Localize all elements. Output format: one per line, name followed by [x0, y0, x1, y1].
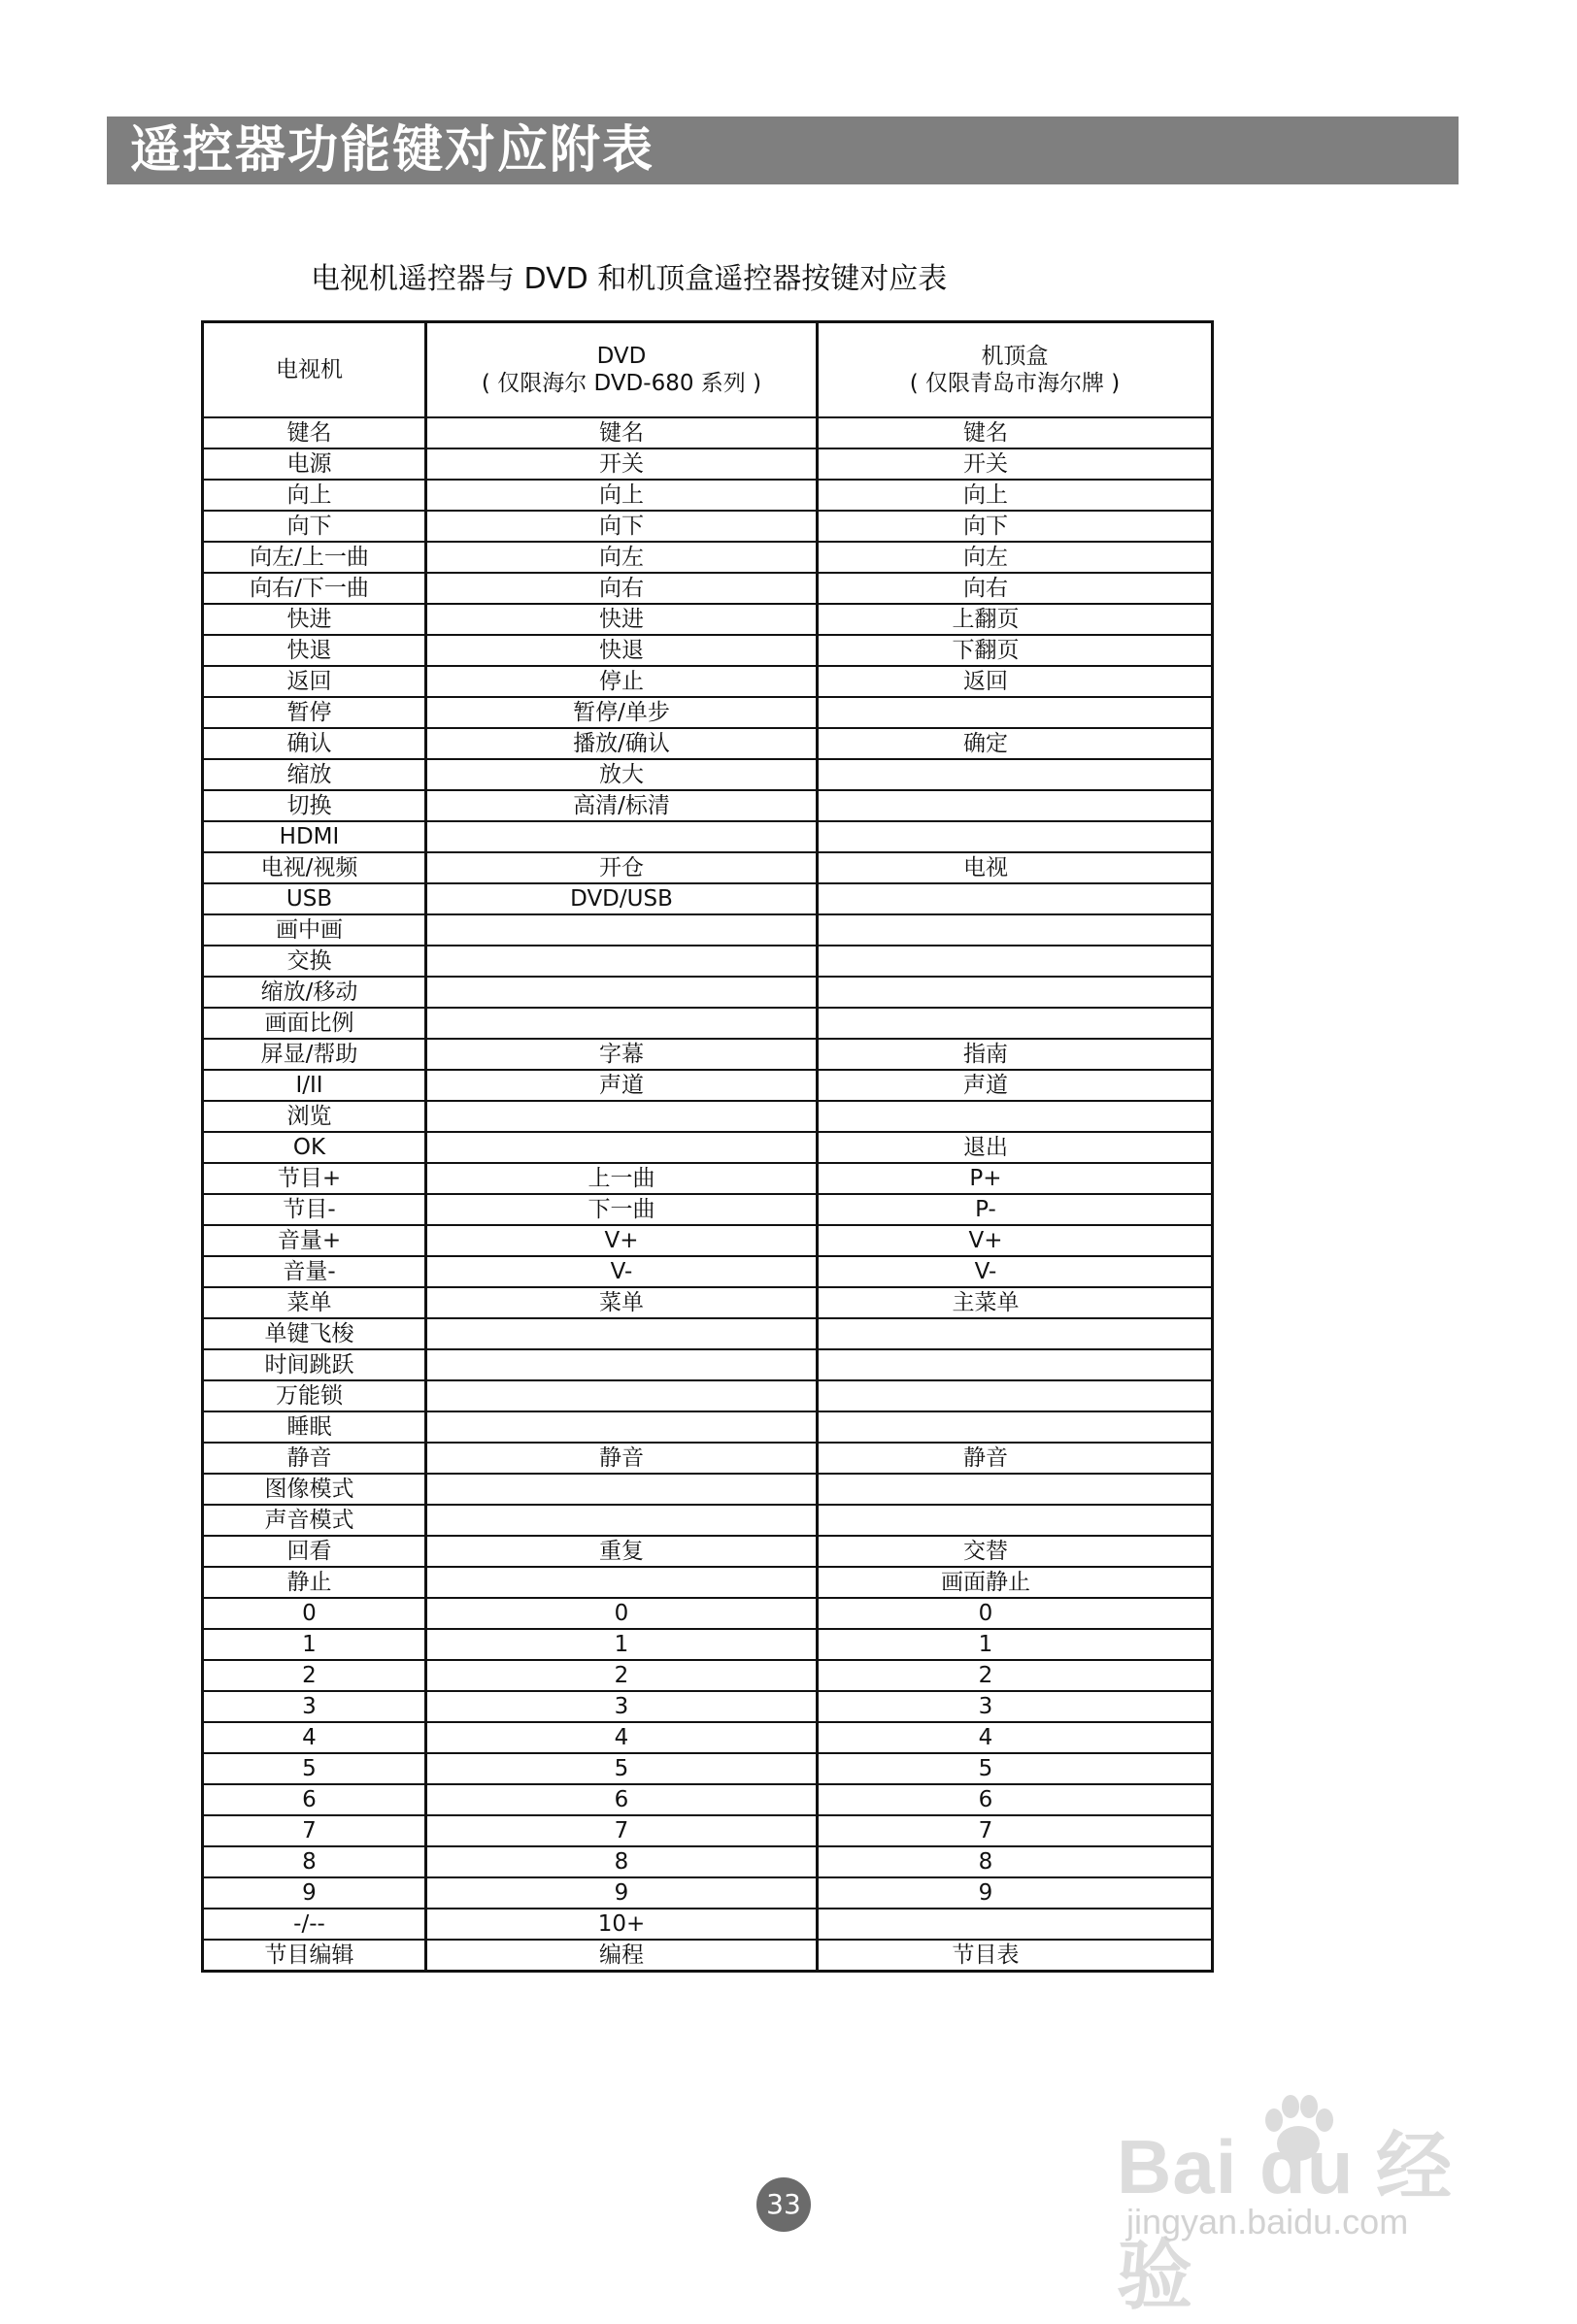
cell-tv-key: 静止 — [203, 1567, 426, 1598]
cell-tv-key: HDMI — [203, 821, 426, 852]
cell-stb-key: P- — [818, 1194, 1213, 1225]
cell-dvd-key: V- — [426, 1256, 818, 1287]
cell-tv-key: 4 — [203, 1722, 426, 1753]
page-number: 33 — [756, 2177, 811, 2232]
cell-tv-key: 电视/视频 — [203, 852, 426, 883]
watermark-url: jingyan.baidu.com — [1126, 2202, 1409, 2241]
cell-tv-key: 快退 — [203, 635, 426, 666]
cell-dvd-key: 开仓 — [426, 852, 818, 883]
cell-stb-key — [818, 977, 1213, 1008]
table-row — [203, 573, 1213, 604]
cell-tv-key: 确认 — [203, 728, 426, 759]
table-row — [203, 1784, 1213, 1815]
cell-dvd-key: 7 — [426, 1815, 818, 1846]
table-body — [203, 417, 1213, 1972]
cell-tv-key: 万能锁 — [203, 1380, 426, 1411]
cell-tv-key: 向左/上一曲 — [203, 542, 426, 573]
cell-stb-key: 6 — [818, 1784, 1213, 1815]
table-row — [203, 1163, 1213, 1194]
cell-dvd-key: 0 — [426, 1598, 818, 1629]
cell-dvd-key: 重复 — [426, 1536, 818, 1567]
table-row — [203, 1598, 1213, 1629]
cell-dvd-key: 1 — [426, 1629, 818, 1660]
cell-stb-key — [818, 1380, 1213, 1411]
cell-dvd-key — [426, 977, 818, 1008]
cell-tv-key: 节目编辑 — [203, 1940, 426, 1972]
table-row — [203, 1691, 1213, 1722]
cell-tv-key: 0 — [203, 1598, 426, 1629]
cell-stb-key: 向下 — [818, 511, 1213, 542]
cell-dvd-key: 2 — [426, 1660, 818, 1691]
cell-tv-key: 6 — [203, 1784, 426, 1815]
table-row — [203, 1505, 1213, 1536]
cell-stb-key: 8 — [818, 1846, 1213, 1877]
cell-stb-key — [818, 1318, 1213, 1349]
cell-dvd-key: 放大 — [426, 759, 818, 790]
table-row — [203, 1909, 1213, 1940]
cell-dvd-key — [426, 1318, 818, 1349]
header-set-top-box — [818, 322, 1213, 418]
table-row — [203, 1411, 1213, 1443]
cell-tv-key: 快进 — [203, 604, 426, 635]
cell-stb-key — [818, 790, 1213, 821]
cell-tv-key: USB — [203, 883, 426, 914]
header-dvd — [426, 322, 818, 418]
cell-tv-key: 画面比例 — [203, 1008, 426, 1039]
cell-dvd-key: 停止 — [426, 666, 818, 697]
cell-tv-key: 向上 — [203, 480, 426, 511]
cell-stb-key — [818, 914, 1213, 946]
cell-dvd-key: 9 — [426, 1877, 818, 1909]
cell-dvd-key: 向下 — [426, 511, 818, 542]
cell-tv-key: 向下 — [203, 511, 426, 542]
cell-dvd-key — [426, 1411, 818, 1443]
cell-stb-key — [818, 1349, 1213, 1380]
cell-tv-key: 节目- — [203, 1194, 426, 1225]
table-row — [203, 1474, 1213, 1505]
table-row — [203, 1846, 1213, 1877]
cell-dvd-key: 开关 — [426, 448, 818, 480]
cell-tv-key: 返回 — [203, 666, 426, 697]
cell-stb-key: V- — [818, 1256, 1213, 1287]
table-row — [203, 448, 1213, 480]
cell-dvd-key — [426, 914, 818, 946]
cell-stb-key: 向左 — [818, 542, 1213, 573]
cell-tv-key: 静音 — [203, 1443, 426, 1474]
header-stb-note: ( 仅限青岛市海尔牌 ) — [909, 371, 1121, 396]
table-row — [203, 821, 1213, 852]
cell-stb-key: 向上 — [818, 480, 1213, 511]
cell-stb-key: 7 — [818, 1815, 1213, 1846]
key-mapping-table — [201, 320, 1214, 1973]
cell-stb-key: 下翻页 — [818, 635, 1213, 666]
table-row — [203, 1194, 1213, 1225]
cell-tv-key: 7 — [203, 1815, 426, 1846]
table-row — [203, 1070, 1213, 1101]
table-header-row — [203, 322, 1213, 418]
table-row — [203, 1039, 1213, 1070]
cell-stb-key: V+ — [818, 1225, 1213, 1256]
cell-dvd-key — [426, 1132, 818, 1163]
cell-tv-key: 单键飞梭 — [203, 1318, 426, 1349]
header-dvd-label: DVD — [596, 344, 647, 369]
cell-dvd-key — [426, 1380, 818, 1411]
cell-tv-key: OK — [203, 1132, 426, 1163]
cell-stb-key: 开关 — [818, 448, 1213, 480]
cell-dvd-key: 菜单 — [426, 1287, 818, 1318]
cell-tv-key: 缩放/移动 — [203, 977, 426, 1008]
cell-dvd-key: 3 — [426, 1691, 818, 1722]
cell-tv-key: 声音模式 — [203, 1505, 426, 1536]
cell-dvd-key — [426, 1474, 818, 1505]
cell-stb-key: 声道 — [818, 1070, 1213, 1101]
cell-tv-key: 1 — [203, 1629, 426, 1660]
cell-dvd-key: 向上 — [426, 480, 818, 511]
cell-tv-key: 音量+ — [203, 1225, 426, 1256]
table-row — [203, 480, 1213, 511]
cell-stb-key — [818, 883, 1213, 914]
table-row — [203, 1815, 1213, 1846]
cell-tv-key: 2 — [203, 1660, 426, 1691]
cell-dvd-key: 高清/标清 — [426, 790, 818, 821]
cell-stb-key: 返回 — [818, 666, 1213, 697]
cell-stb-key: 0 — [818, 1598, 1213, 1629]
cell-dvd-key: 下一曲 — [426, 1194, 818, 1225]
table-row — [203, 1287, 1213, 1318]
table-row — [203, 883, 1213, 914]
cell-tv-key: 3 — [203, 1691, 426, 1722]
header-stb-label: 机顶盒 — [981, 344, 1049, 369]
cell-stb-key: 1 — [818, 1629, 1213, 1660]
cell-tv-key: 菜单 — [203, 1287, 426, 1318]
cell-dvd-key: 快进 — [426, 604, 818, 635]
cell-dvd-key: 6 — [426, 1784, 818, 1815]
table-row — [203, 1380, 1213, 1411]
table-row — [203, 946, 1213, 977]
cell-tv-key: 切换 — [203, 790, 426, 821]
cell-dvd-key: 字幕 — [426, 1039, 818, 1070]
table-row — [203, 1132, 1213, 1163]
cell-tv-key: 浏览 — [203, 1101, 426, 1132]
cell-stb-key: 5 — [818, 1753, 1213, 1784]
cell-stb-key — [818, 1909, 1213, 1940]
cell-dvd-key: 快退 — [426, 635, 818, 666]
cell-tv-key: 时间跳跃 — [203, 1349, 426, 1380]
cell-stb-key — [818, 1474, 1213, 1505]
table-row — [203, 417, 1213, 448]
cell-dvd-key: V+ — [426, 1225, 818, 1256]
table-row — [203, 1660, 1213, 1691]
header-tv — [203, 322, 426, 418]
cell-stb-key: 键名 — [818, 417, 1213, 448]
table-row — [203, 1940, 1213, 1972]
table-row — [203, 1629, 1213, 1660]
table-row — [203, 852, 1213, 883]
cell-dvd-key: 静音 — [426, 1443, 818, 1474]
cell-dvd-key: 5 — [426, 1753, 818, 1784]
cell-tv-key: 睡眠 — [203, 1411, 426, 1443]
key-mapping-table-container — [201, 320, 1211, 1973]
cell-dvd-key — [426, 1567, 818, 1598]
cell-stb-key — [818, 1101, 1213, 1132]
table-row — [203, 977, 1213, 1008]
cell-dvd-key: 上一曲 — [426, 1163, 818, 1194]
section-header-bar — [107, 116, 1459, 184]
cell-dvd-key — [426, 946, 818, 977]
table-row — [203, 728, 1213, 759]
cell-dvd-key: DVD/USB — [426, 883, 818, 914]
cell-dvd-key: 4 — [426, 1722, 818, 1753]
cell-stb-key: 上翻页 — [818, 604, 1213, 635]
table-row — [203, 1722, 1213, 1753]
cell-dvd-key: 向右 — [426, 573, 818, 604]
cell-tv-key: 键名 — [203, 417, 426, 448]
table-row — [203, 1101, 1213, 1132]
table-row — [203, 697, 1213, 728]
table-row — [203, 542, 1213, 573]
table-row — [203, 1256, 1213, 1287]
table-row — [203, 511, 1213, 542]
watermark-logo-text: Bai du 经验 — [1117, 2124, 1454, 2318]
cell-stb-key — [818, 1008, 1213, 1039]
cell-tv-key: 回看 — [203, 1536, 426, 1567]
cell-tv-key: I/II — [203, 1070, 426, 1101]
cell-stb-key: 确定 — [818, 728, 1213, 759]
table-row — [203, 1877, 1213, 1909]
cell-tv-key: 音量- — [203, 1256, 426, 1287]
cell-dvd-key — [426, 1349, 818, 1380]
cell-stb-key: 3 — [818, 1691, 1213, 1722]
cell-stb-key: 节目表 — [818, 1940, 1213, 1972]
cell-stb-key — [818, 1411, 1213, 1443]
cell-stb-key: 退出 — [818, 1132, 1213, 1163]
cell-tv-key: 缩放 — [203, 759, 426, 790]
cell-dvd-key: 10+ — [426, 1909, 818, 1940]
table-row — [203, 914, 1213, 946]
table-row — [203, 1753, 1213, 1784]
cell-stb-key: 主菜单 — [818, 1287, 1213, 1318]
cell-dvd-key: 向左 — [426, 542, 818, 573]
cell-tv-key: 9 — [203, 1877, 426, 1909]
cell-stb-key: 4 — [818, 1722, 1213, 1753]
cell-dvd-key — [426, 821, 818, 852]
table-row — [203, 759, 1213, 790]
cell-tv-key: 5 — [203, 1753, 426, 1784]
cell-stb-key — [818, 759, 1213, 790]
table-caption: 电视机遥控器与 DVD 和机顶盒遥控器按键对应表 — [311, 262, 948, 296]
header-dvd-note: ( 仅限海尔 DVD-680 系列 ) — [481, 371, 762, 396]
cell-stb-key: P+ — [818, 1163, 1213, 1194]
cell-dvd-key: 声道 — [426, 1070, 818, 1101]
page-title: 遥控器功能键对应附表 — [130, 121, 655, 180]
cell-stb-key: 画面静止 — [818, 1567, 1213, 1598]
table-row — [203, 1567, 1213, 1598]
cell-tv-key: 屏显/帮助 — [203, 1039, 426, 1070]
cell-dvd-key: 编程 — [426, 1940, 818, 1972]
cell-tv-key: 节目+ — [203, 1163, 426, 1194]
cell-stb-key: 9 — [818, 1877, 1213, 1909]
cell-tv-key: 图像模式 — [203, 1474, 426, 1505]
cell-dvd-key: 播放/确认 — [426, 728, 818, 759]
cell-tv-key: 暂停 — [203, 697, 426, 728]
cell-stb-key: 2 — [818, 1660, 1213, 1691]
cell-stb-key: 电视 — [818, 852, 1213, 883]
cell-tv-key: -/-- — [203, 1909, 426, 1940]
cell-tv-key: 画中画 — [203, 914, 426, 946]
cell-stb-key: 指南 — [818, 1039, 1213, 1070]
cell-stb-key — [818, 697, 1213, 728]
cell-stb-key — [818, 821, 1213, 852]
cell-stb-key — [818, 1505, 1213, 1536]
table-row — [203, 604, 1213, 635]
cell-stb-key: 向右 — [818, 573, 1213, 604]
watermark — [1117, 2087, 1466, 2318]
cell-stb-key: 交替 — [818, 1536, 1213, 1567]
cell-dvd-key: 8 — [426, 1846, 818, 1877]
header-tv-label: 电视机 — [276, 357, 343, 382]
cell-tv-key: 向右/下一曲 — [203, 573, 426, 604]
cell-dvd-key — [426, 1008, 818, 1039]
cell-dvd-key — [426, 1101, 818, 1132]
table-row — [203, 1536, 1213, 1567]
cell-stb-key: 静音 — [818, 1443, 1213, 1474]
cell-stb-key — [818, 946, 1213, 977]
cell-dvd-key: 暂停/单步 — [426, 697, 818, 728]
cell-dvd-key: 键名 — [426, 417, 818, 448]
table-row — [203, 1318, 1213, 1349]
cell-dvd-key — [426, 1505, 818, 1536]
cell-tv-key: 8 — [203, 1846, 426, 1877]
table-row — [203, 1008, 1213, 1039]
table-row — [203, 635, 1213, 666]
table-row — [203, 1225, 1213, 1256]
cell-tv-key: 电源 — [203, 448, 426, 480]
cell-tv-key: 交换 — [203, 946, 426, 977]
table-row — [203, 1349, 1213, 1380]
table-row — [203, 1443, 1213, 1474]
table-row — [203, 790, 1213, 821]
table-row — [203, 666, 1213, 697]
